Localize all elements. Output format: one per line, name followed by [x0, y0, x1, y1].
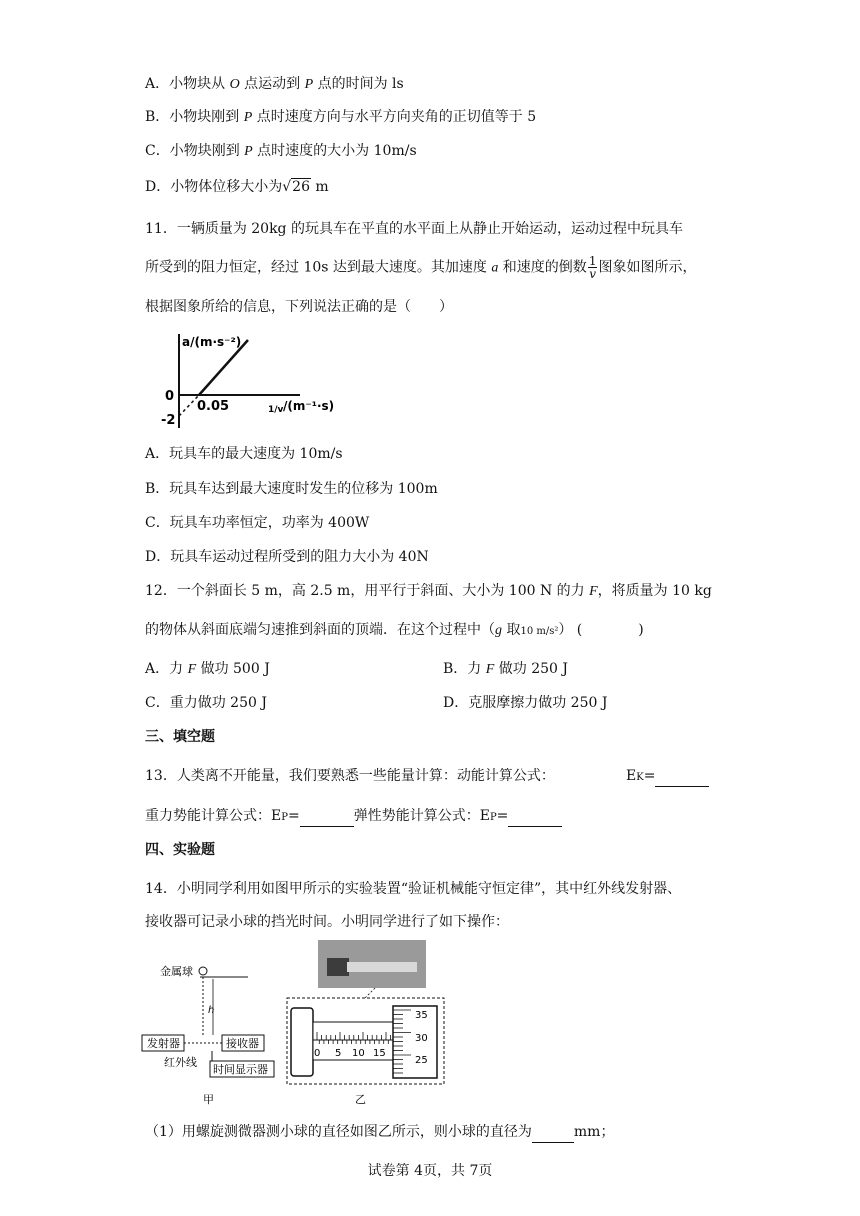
main-scale-label: 0: [314, 1048, 321, 1059]
point-o: O: [229, 77, 240, 92]
q10-option-b: [145, 107, 536, 128]
ep-subscript: P: [281, 812, 288, 823]
option-text: 点的时间为 ls: [313, 76, 404, 92]
option-text: A．小物块从: [145, 76, 230, 92]
stem-text: 取: [502, 622, 521, 638]
var-f: F: [187, 662, 197, 677]
q14-stem-line2: 接收器可记录小球的挡光时间。小明同学进行了如下操作：: [145, 914, 509, 930]
fraction-1-over-v: [588, 255, 598, 280]
emitter-label: 发射器: [147, 1037, 180, 1050]
figure-jia: [140, 955, 290, 1105]
dashed-extension: [179, 395, 199, 416]
option-text: B．小物块刚到: [145, 109, 244, 125]
main-scale-label: 5: [335, 1048, 342, 1059]
origin-label: 0: [165, 389, 175, 404]
stem-text: ） ( ): [558, 622, 644, 638]
q11-graph: [155, 328, 375, 438]
zoom-pointer: [365, 988, 375, 998]
g-value: 10 m/s²: [520, 626, 559, 637]
section-heading-experiment: 四、实验题: [145, 842, 215, 858]
option-text: m: [310, 179, 329, 195]
metal-ball: [199, 967, 207, 975]
q10-option-c: [145, 141, 417, 162]
option-text: 做功 500 J: [196, 661, 270, 677]
q12-option-d: D．克服摩擦力做功 250 J: [443, 695, 608, 711]
point-p: P: [244, 144, 253, 159]
sqrt: √26: [282, 179, 310, 195]
q12-option-b: [443, 659, 568, 680]
q11-option-b: B．玩具车达到最大速度时发生的位移为 100m: [145, 481, 438, 497]
stem-text: 的物体从斜面底端匀速推到斜面的顶端．在这个过程中（: [145, 622, 495, 638]
q10-option-d: [145, 177, 329, 197]
stem-text: 重力势能计算公式：E: [145, 808, 282, 824]
receiver-label: 接收器: [226, 1037, 259, 1050]
ek-subscript: K: [636, 772, 644, 783]
answer-blank[interactable]: [655, 766, 709, 787]
option-text: 点时速度的大小为 10m/s: [252, 143, 417, 159]
y-axis-label: a/(m·s⁻²): [182, 335, 242, 349]
q10-option-a: [145, 74, 404, 95]
q11-stem-line1: 11．一辆质量为 20kg 的玩具车在平直的水平面上从静止开始运动，运动过程中玩具车: [145, 221, 683, 237]
stem-text: ，将质量为 10 kg: [597, 583, 712, 599]
var-g: g: [495, 623, 502, 638]
q11-stem-line3: 根据图象所给的信息，下列说法正确的是（ ）: [145, 299, 453, 315]
anvil: [291, 1008, 313, 1076]
caption-jia: 甲: [203, 1093, 214, 1105]
equals: =: [496, 808, 509, 824]
point-p: P: [243, 110, 253, 125]
infrared-label: 红外线: [164, 1056, 197, 1069]
ek-symbol: E: [626, 768, 637, 784]
main-scale-label: 10: [352, 1048, 365, 1059]
section-heading-fill-in: 三、填空题: [145, 729, 215, 745]
answer-blank[interactable]: [300, 806, 354, 827]
figure-yi: [285, 940, 450, 1105]
stem-text: 13．人类离不开能量，我们要熟悉一些能量计算：动能计算公式：: [145, 768, 555, 784]
var-f: F: [589, 584, 598, 599]
frac-num: 1: [588, 254, 597, 268]
y-intercept-label: -2: [161, 413, 176, 428]
answer-blank[interactable]: [508, 806, 562, 827]
micrometer-frame: [327, 958, 349, 976]
thimble-label: 30: [415, 1033, 428, 1044]
ball-label: 金属球: [160, 965, 193, 978]
q14-sub1: [145, 1122, 614, 1143]
frac-den: v: [589, 267, 597, 281]
equals: =: [643, 768, 656, 784]
stem-text: mm；: [573, 1124, 615, 1140]
option-text: C．小物块刚到: [145, 143, 245, 159]
var-f: F: [485, 662, 495, 677]
point-p: P: [304, 77, 314, 92]
timer-label: 时间显示器: [213, 1063, 268, 1076]
thimble-label: 25: [415, 1055, 428, 1066]
option-text: 点运动到: [239, 76, 305, 92]
h-label: h: [208, 1005, 215, 1016]
caption-yi: 乙: [355, 1093, 366, 1105]
thimble-label: 35: [415, 1010, 428, 1021]
q11-option-a: A．玩具车的最大速度为 10m/s: [145, 446, 343, 462]
equals: =: [287, 808, 300, 824]
option-text: B．力: [443, 661, 486, 677]
x-axis-label: [268, 399, 334, 415]
answer-blank[interactable]: [532, 1122, 574, 1143]
option-text: 做功 250 J: [494, 661, 568, 677]
stem-text: 弹性势能计算公式：E: [353, 808, 490, 824]
q14-stem-line1: 14．小明同学利用如图甲所示的实验装置“验证机械能守恒定律”，其中红外线发射器、: [145, 881, 682, 897]
q12-option-c: C．重力做功 250 J: [145, 695, 267, 711]
option-text: D．小物体位移大小为: [145, 179, 283, 195]
ep-subscript: P: [489, 812, 497, 823]
stem-text: 图象如图所示，: [598, 259, 697, 276]
q12-option-a: [145, 659, 270, 680]
var-a: a: [491, 260, 499, 276]
q12-stem-line2: [145, 620, 644, 642]
radicand: 26: [292, 179, 310, 195]
q12-stem-line1: [145, 581, 712, 602]
q11-option-c: C．玩具车功率恒定，功率为 400W: [145, 515, 370, 531]
x-axis-unit: /(m⁻¹·s): [283, 399, 335, 413]
q11-option-d: D．玩具车运动过程所受到的阻力大小为 40N: [145, 549, 429, 565]
option-text: A．力: [145, 661, 188, 677]
page-footer: 试卷第 4页，共 7页: [367, 1163, 493, 1179]
q13-ek-formula: [626, 766, 709, 788]
q11-stem-line2: [145, 255, 696, 280]
x-axis-frac: 1/v: [268, 405, 284, 415]
stem-text: 和速度的倒数: [498, 259, 587, 276]
stem-text: 12．一个斜面长 5 m，高 2.5 m，用平行于斜面、大小为 100 N 的力: [145, 583, 590, 599]
stem-text: （1）用螺旋测微器测小球的直径如图乙所示，则小球的直径为: [145, 1124, 532, 1140]
q13-line1: [145, 766, 555, 786]
stem-text: 所受到的阻力恒定，经过 10s 达到最大速度。其加速度: [145, 259, 492, 276]
micrometer-spindle: [347, 962, 417, 972]
main-scale-label: 15: [373, 1048, 386, 1059]
option-text: 点时速度方向与水平方向夹角的正切值等于 5: [252, 109, 537, 125]
x-intercept-label: 0.05: [197, 399, 230, 414]
q13-line2: [145, 806, 562, 828]
